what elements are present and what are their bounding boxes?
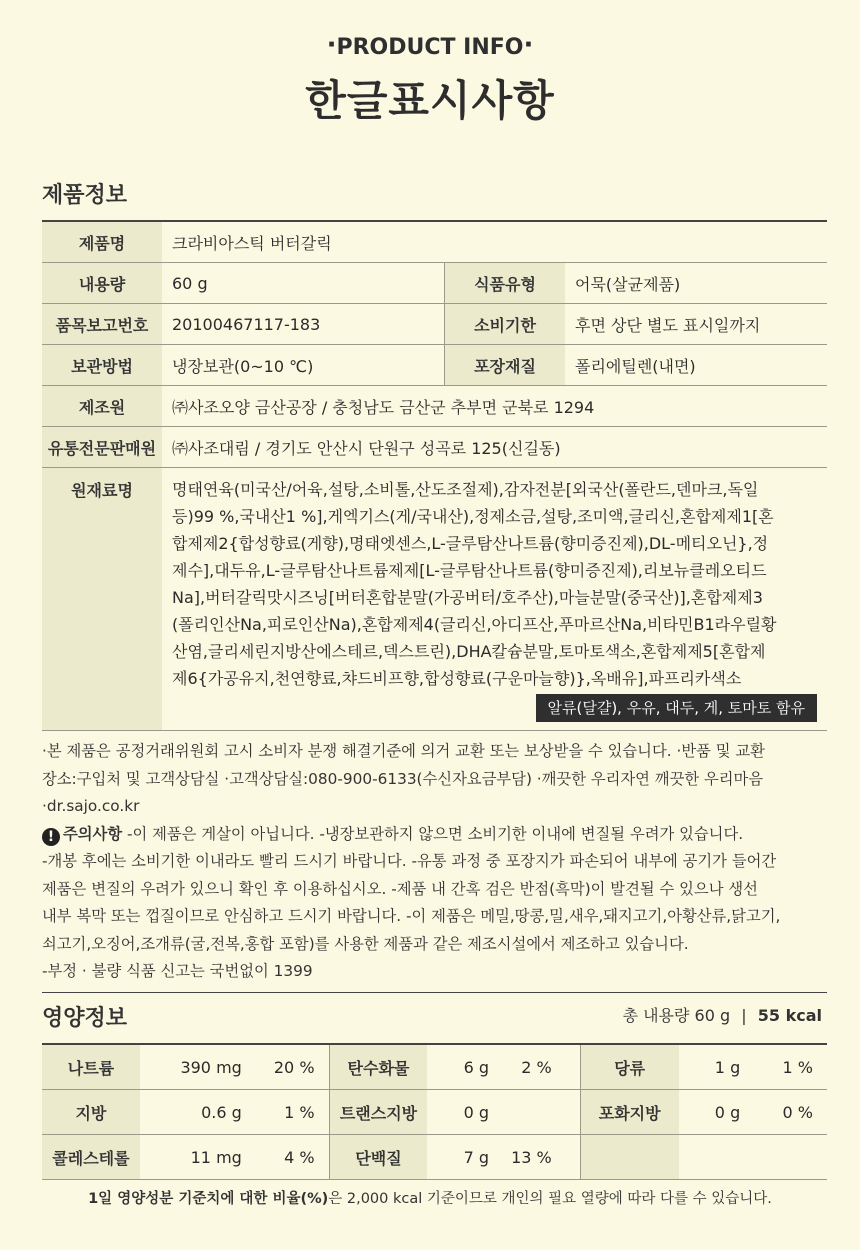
value-name: 크라비아스틱 버터갈릭	[162, 222, 827, 263]
value-distributor: ㈜사조대림 / 경기도 안산시 단원구 성곡로 125(신길동)	[162, 427, 827, 468]
warning-title: 주의사항	[63, 824, 123, 843]
value-report: 20100467117-183	[162, 304, 445, 345]
value-packaging: 폴리에틸렌(내면)	[565, 345, 827, 386]
warning-line: 내부 복막 또는 껍질이므로 안심하고 드시기 바랍니다. -이 제품은 메밀,땅콩,밀,새우,돼지고기,아황산류,닭고기,	[42, 907, 781, 925]
warning-line: ! 주의사항 -이 제품은 게살이 아닙니다. -냉장보관하지 않으면 소비기한 이내에 변질될 우려가 있습니다.	[42, 821, 832, 849]
label-name: 제품명	[42, 222, 162, 263]
value-volume: 60 g	[162, 263, 445, 304]
ingredients-line: 제수],대두유,L-글루탐산나트륨제제[L-글루탐산나트륨(향미증진제),리보뉴클레오티드	[172, 561, 767, 580]
notice-line: 장소:구입처 및 고객상담실 ·고객상담실:080-900-6133(수신자요금부담) ·깨끗한 우리자연 깨끗한 우리마음	[42, 769, 764, 788]
allergy-badge: 알류(달걀), 우유, 대두, 게, 토마토 함유	[536, 694, 817, 722]
value-expiry: 후면 상단 별도 표시일까지	[565, 304, 827, 345]
notice-block	[42, 738, 832, 986]
ingredients-line: 등)99 %,국내산1 %],게엑기스(게/국내산),정제소금,설탕,조미액,글리신,혼합제제1[혼	[172, 507, 774, 526]
label-packaging: 포장재질	[445, 345, 566, 386]
warning-line: -부정 · 불량 식품 신고는 국번없이 1399	[42, 962, 313, 980]
warning-line: 쇠고기,오징어,조개류(굴,전복,홍합 포함)를 사용한 제품과 같은 제조시설에서 제조하고 있습니다.	[42, 934, 689, 953]
warning-line: -개봉 후에는 소비기한 이내라도 빨리 드시기 바랍니다. -유통 과정 중 포장지가 파손되어 내부에 공기가 들어간	[42, 852, 777, 870]
page-header	[0, 0, 860, 128]
ingredients-line: 산염,글리세린지방산에스테르,덱스트린),DHA칼슘분말,토마토색소,혼합제제5[혼합제	[172, 642, 766, 661]
notice-line: ·dr.sajo.co.kr	[42, 797, 140, 815]
ingredients-line: 합제제2{합성향료(게향),명태엣센스,L-글루탐산나트륨(향미증진제),DL-메티오닌},정	[172, 534, 769, 553]
divider	[42, 992, 827, 993]
nutrition-section-title: 영양정보	[42, 1006, 128, 1031]
table-row: 지방 0.6 g 1 % 트랜스지방 0 g 포화지방 0 g 0 %	[42, 1090, 827, 1135]
table-row: 콜레스테롤 11 mg 4 % 단백질 7 g 13 %	[42, 1135, 827, 1180]
product-info-table	[42, 222, 827, 731]
label-storage: 보관방법	[42, 345, 162, 386]
nutrition-total: 총 내용량 60 g | 55 kcal	[622, 1006, 822, 1025]
warning-line: 제품은 변질의 우려가 있으니 확인 후 이용하십시오. -제품 내 간혹 검은 반점(흑막)이 발견될 수 있으나 생선	[42, 879, 758, 898]
label-expiry: 소비기한	[445, 304, 566, 345]
label-report: 품목보고번호	[42, 304, 162, 345]
table-row: 나트륨 390 mg 20 % 탄수화물 6 g 2 % 당류 1 g 1 %	[42, 1045, 827, 1090]
value-maker: ㈜사조오양 금산공장 / 충청남도 금산군 추부면 군북로 1294	[162, 386, 827, 427]
product-section-title: 제품정보	[42, 183, 128, 208]
label-volume: 내용량	[42, 263, 162, 304]
exclamation-icon: !	[42, 828, 60, 846]
label-distributor: 유통전문판매원	[42, 427, 162, 468]
nutrition-footnote: 1일 영양성분 기준치에 대한 비율(%)은 2,000 kcal 기준이므로 개인의 필요 열량에 따라 다를 수 있습니다.	[88, 1191, 772, 1207]
ingredients-line: 명태연육(미국산/어육,설탕,소비톨,산도조절제),감자전분[외국산(폴란드,덴마크,독일	[172, 480, 759, 499]
value-ingredients	[162, 468, 827, 731]
label-ingredients: 원재료명	[42, 468, 162, 731]
label-maker: 제조원	[42, 386, 162, 427]
label-type: 식품유형	[445, 263, 566, 304]
nutrition-table	[42, 1045, 827, 1180]
kor-title: 한글표시사항	[305, 76, 555, 125]
value-type: 어묵(살균제품)	[565, 263, 827, 304]
notice-line: ·본 제품은 공정거래위원회 고시 소비자 분쟁 해결기준에 의거 교환 또는 보상받을 수 있습니다. ·반품 및 교환	[42, 742, 765, 760]
eng-title: ·PRODUCT INFO·	[326, 30, 534, 60]
ingredients-line: Na],버터갈릭맛시즈닝[버터혼합분말(가공버터/호주산),마늘분말(중국산)],혼합제제3	[172, 588, 763, 607]
ingredients-line: (폴리인산Na,피로인산Na),혼합제제4(글리신,아디프산,푸마르산Na,비타민B1라우릴황	[172, 615, 777, 634]
ingredients-line: 제6{가공유지,천연향료,챠드비프향,합성향료(구운마늘향)},옥배유],파프리카색소	[172, 669, 742, 688]
value-storage: 냉장보관(0~10 ℃)	[162, 345, 445, 386]
